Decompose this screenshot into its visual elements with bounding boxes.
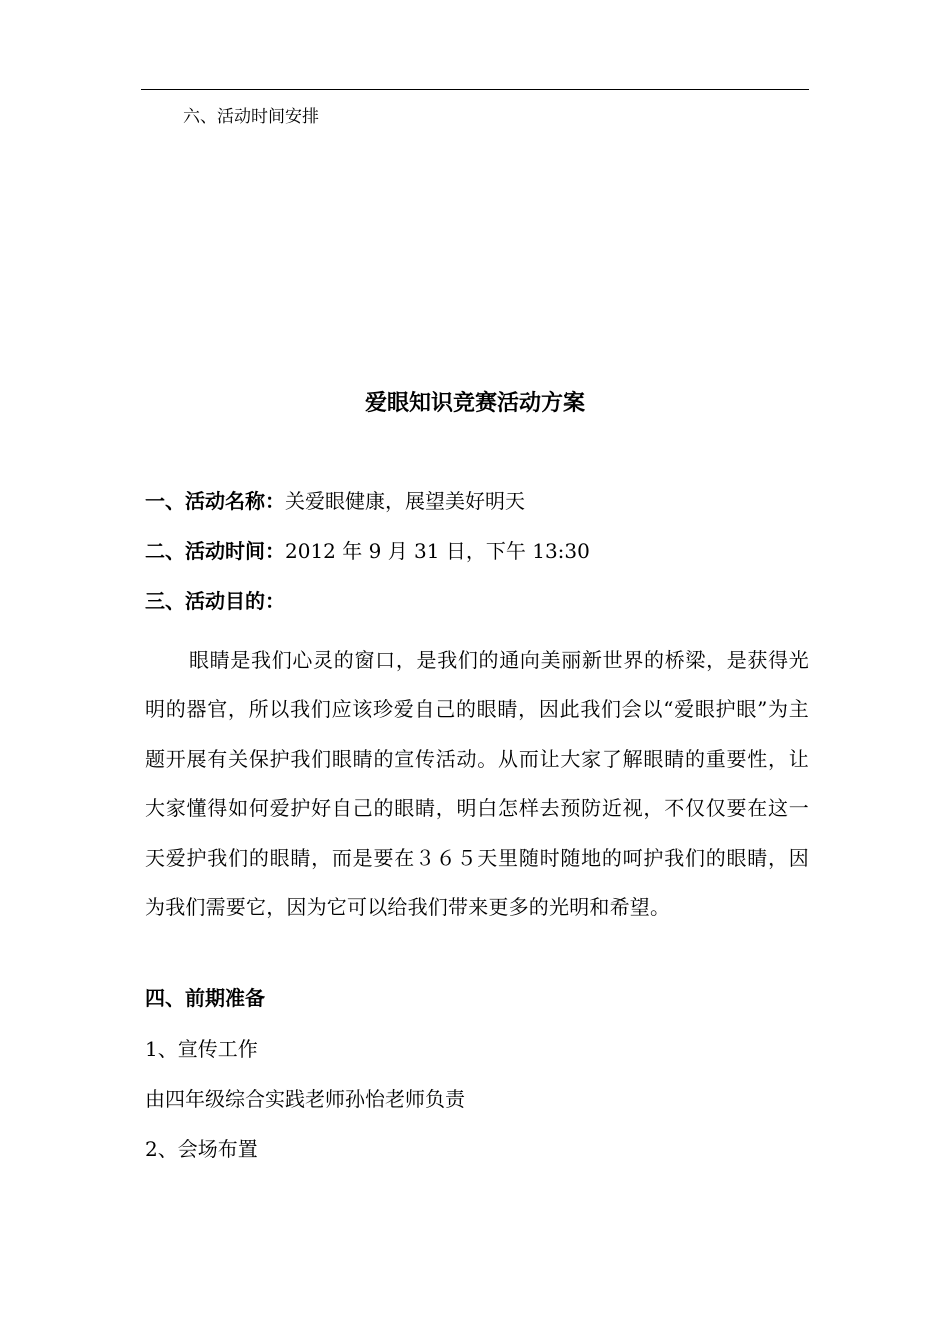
preparation-heading: 四、前期准备: [145, 986, 265, 1010]
header-divider: [141, 89, 809, 90]
purpose-paragraph: 眼睛是我们心灵的窗口，是我们的通向美丽新世界的桥梁，是获得光明的器官，所以我们应该珍爱自己的眼睛，因此我们会以“爱眼护眼”为主题开展有关保护我们眼睛的宣传活动。从而让大家了解眼睛的重要性，让大家懂得如何爱护好自己的眼睛，明白怎样去预防近视，不仅仅要在这一天爱护我们的眼睛，而是要在３６５天里随时随地的呵护我们的眼睛，因为我们需要它，因为它可以给我们带来更多的光明和希望。: [145, 648, 809, 920]
document-title: 爱眼知识竞赛活动方案: [364, 390, 585, 416]
header-section-title: 六、活动时间安排: [183, 107, 319, 127]
activity-name-label: 一、活动名称：: [145, 489, 285, 513]
activity-name-value: 关爱眼健康，展望美好明天: [285, 489, 525, 513]
activity-purpose-heading: 三、活动目的：: [145, 589, 285, 613]
activity-time-line: [145, 537, 590, 565]
preparation-item-1-detail: 由四年级综合实践老师孙怡老师负责: [145, 1087, 465, 1111]
activity-name-line: [145, 487, 525, 515]
preparation-item-2-title: 2、会场布置: [145, 1137, 258, 1161]
activity-time-label: 二、活动时间：: [145, 539, 285, 563]
activity-time-value: 2012 年 9 月 31 日，下午 13:30: [285, 539, 590, 563]
preparation-item-1-title: 1、宣传工作: [145, 1037, 258, 1061]
